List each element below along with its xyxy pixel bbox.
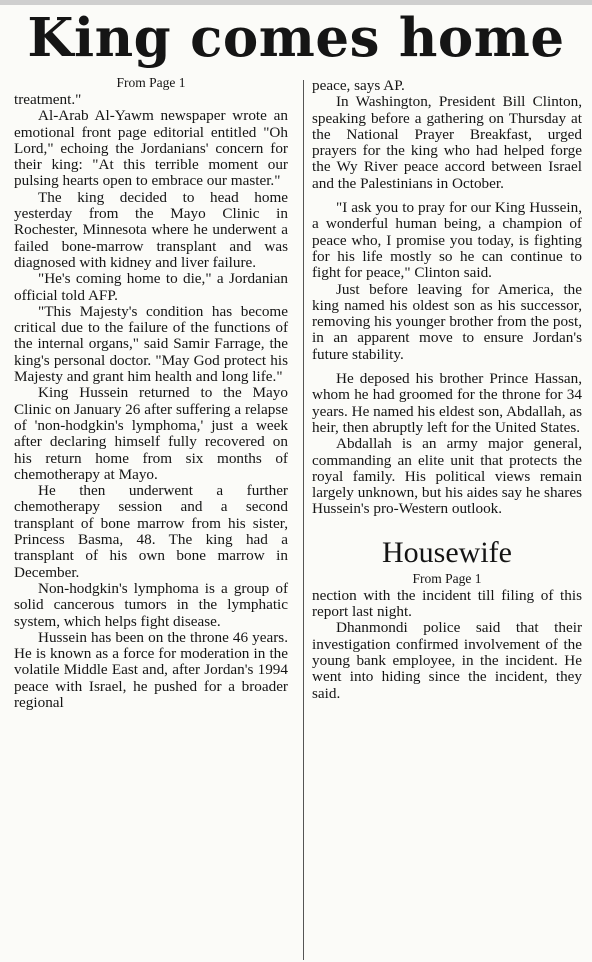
paragraph: "I ask you to pray for our King Hussein, a wonderful human being, a champion of peace who, I promise you today, is fighting for his life mostly so he can continue to fight for peace," Clinton said. — [312, 199, 582, 282]
headline: King comes home — [27, 7, 565, 69]
clipping-top-edge — [0, 0, 592, 5]
paragraph: King Hussein returned to the Mayo Clinic on January 26 after suffering a relapse of 'non-hodgkin's lymphoma,' just a week after declaring himself fully recovered on his return home from six months of chemotherapy at Mayo. — [14, 384, 288, 483]
right-column — [312, 78, 582, 702]
subhead-housewife: Housewife — [382, 535, 512, 569]
paragraph: Just before leaving for America, the king named his oldest son as his successor, removing his younger brother from the post, in an apparent move to ensure Jordan's future stability. — [312, 280, 582, 363]
paragraph: The king decided to head home yesterday from the Mayo Clinic in Rochester, Minnesota where he underwent a failed bone-marrow transplant and was diagnosed with kidney and liver failure. — [14, 188, 288, 271]
paragraph: Al-Arab Al-Yawm newspaper wrote an emotional front page editorial entitled "Oh Lord," echoing the Jordanians' concern for their king: "At this terrible moment our pulsing hearts open to embrace our master." — [14, 107, 288, 190]
paragraph: Abdallah is an army major general, commanding an elite unit that protects the royal family. His political views remain largely unknown, but his aides say he shares Hussein's pro-Western outlook. — [312, 435, 582, 518]
paragraph: Non-hodgkin's lymphoma is a group of solid cancerous tumors in the lymphatic system, which helps fight disease. — [14, 579, 288, 630]
jump-line: From Page 1 — [412, 570, 482, 586]
paragraph: Dhanmondi police said that their investigation confirmed involvement of the young bank employee, in the incident. He went into hiding since the incident, they said. — [312, 619, 582, 702]
paragraph: nection with the incident till filing of this report last night. — [312, 586, 582, 621]
left-column — [14, 74, 288, 711]
paragraph: In Washington, President Bill Clinton, speaking before a gathering on Thursday at the National Prayer Breakfast, urged prayers for the king who had helped forge the Wy River peace accord between Israel and the Palestinians in October. — [312, 93, 582, 192]
paragraph: "This Majesty's condition has become critical due to the failure of the functions of the internal organs," said Samir Farrage, the king's personal doctor. "May God protect his Majesty and grant him health and long life." — [14, 302, 288, 386]
paragraph: "He's coming home to die," a Jordanian official told AFP. — [14, 270, 288, 304]
paragraph: peace, says AP. — [312, 77, 405, 94]
paragraph: Hussein has been on the throne 46 years. He is known as a force for moderation in the volatile Middle East and, after Jordan's 1994 peace with Israel, he pushed for a broader regional — [14, 628, 288, 711]
jump-line: From Page 1 — [116, 75, 186, 90]
paragraph: He then underwent a further chemotherapy session and a second transplant of bone marrow from his sister, Princess Basma, 48. The king had a transplant of his own bone marrow in December. — [14, 482, 288, 581]
column-rule — [303, 80, 304, 960]
paragraph: He deposed his brother Prince Hassan, whom he had groomed for the throne for 34 years. He named his eldest son, Abdallah, as heir, then abruptly left for the United States. — [312, 370, 582, 436]
paragraph: treatment." — [14, 91, 82, 108]
